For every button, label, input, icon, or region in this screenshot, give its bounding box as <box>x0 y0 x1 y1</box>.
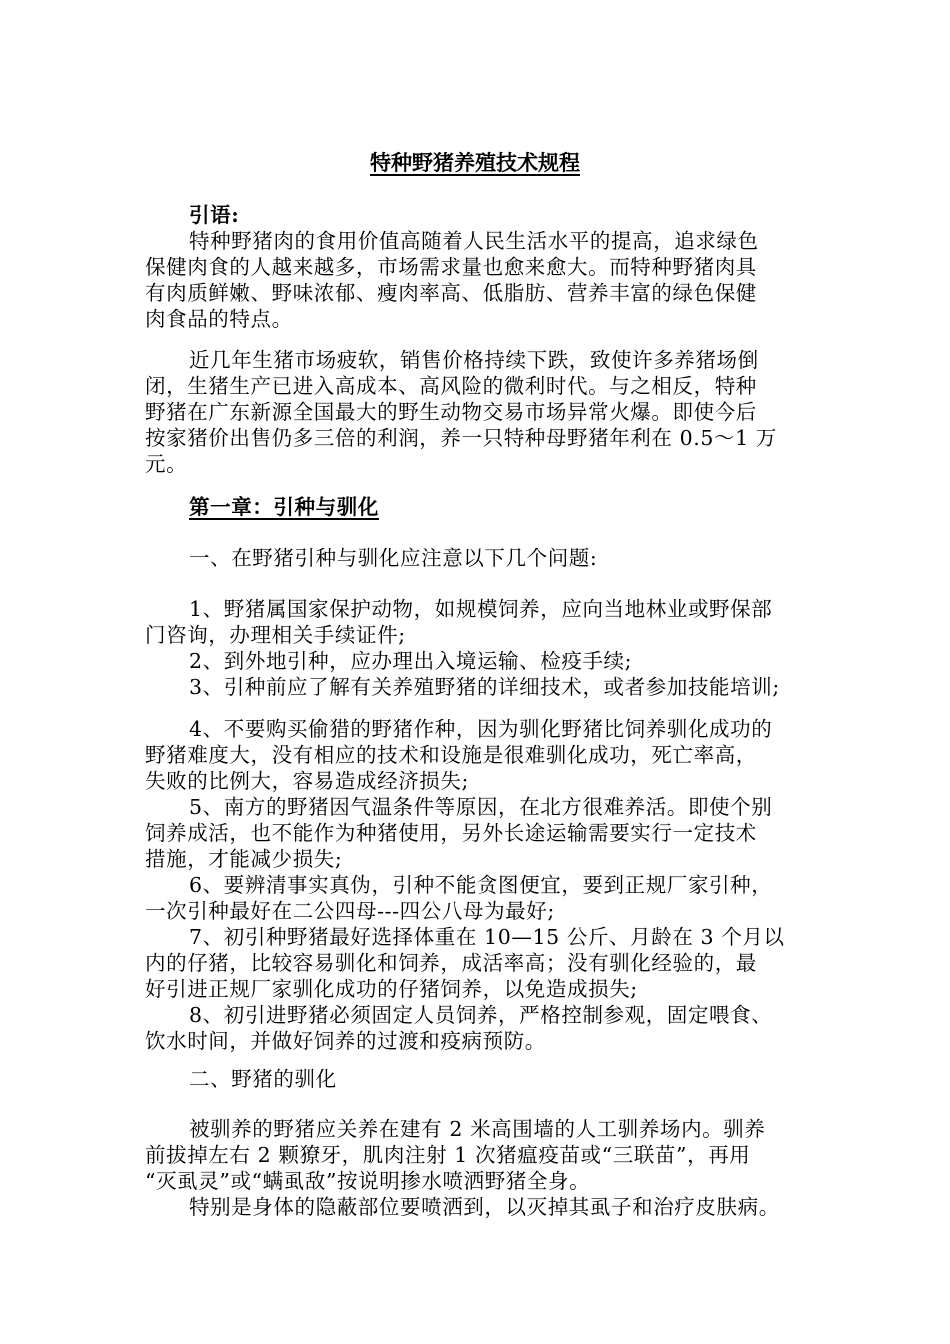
section-1-heading: 一、在野猪引种与驯化应注意以下几个问题: <box>189 546 598 570</box>
list-item-line: 好引进正规厂家驯化成功的仔猪饲养，以免造成损失; <box>145 977 638 1001</box>
list-item-line: 2、到外地引种，应办理出入境运输、检疫手续; <box>189 649 633 673</box>
paragraph-line: 闭，生猪生产已进入高成本、高风险的微利时代。与之相反，特种 <box>145 374 757 398</box>
list-item-line: 一次引种最好在二公四母---四公八母为最好; <box>145 899 555 923</box>
paragraph-line: 有肉质鲜嫩、野味浓郁、瘦肉率高、低脂肪、营养丰富的绿色保健 <box>145 281 757 305</box>
paragraph-line: 元。 <box>145 452 188 476</box>
paragraph-line: 野猪在广东新源全国最大的野生动物交易市场异常火爆。即使今后 <box>145 400 757 424</box>
list-item-line: 饮水时间，并做好饲养的过渡和疫病预防。 <box>145 1029 546 1053</box>
chapter-1-heading: 第一章：引种与驯化 <box>189 495 379 519</box>
paragraph-line: 前拔掉左右 2 颗獠牙，肌肉注射 1 次猪瘟疫苗或“三联苗”，再用 <box>145 1143 751 1167</box>
list-item-line: 措施，才能减少损失; <box>145 847 343 871</box>
section-2-heading-block <box>145 1066 825 1092</box>
list-item-line: 内的仔猪，比较容易驯化和饲养，成活率高；没有驯化经验的，最 <box>145 951 757 975</box>
document-title: 特种野猪养殖技术规程 <box>370 150 580 175</box>
paragraph-line: 特别是身体的隐蔽部位要喷洒到，以灭掉其虱子和治疗皮肤病。 <box>189 1195 780 1219</box>
section-2-body <box>145 1116 825 1220</box>
list-item-line: 7、初引种野猪最好选择体重在 10—15 公斤、月龄在 3 个月以 <box>189 925 785 949</box>
paragraph-line: 近几年生猪市场疲软，销售价格持续下跌，致使许多养猪场倒 <box>189 348 759 372</box>
intro-heading: 引语: <box>189 203 240 227</box>
list-item-line: 6、要辨清事实真伪，引种不能贪图便宜，要到正规厂家引种， <box>189 873 773 897</box>
list-item-line: 门咨询，办理相关手续证件; <box>145 623 406 647</box>
list-item-line: 3、引种前应了解有关养殖野猪的详细技术，或者参加技能培训; <box>189 675 780 699</box>
intro-paragraph-2 <box>145 347 825 477</box>
list-item-line: 失败的比例大，容易造成经济损失; <box>145 769 470 793</box>
section-1-heading-block <box>145 545 825 571</box>
list-item-line: 8、初引进野猪必须固定人员饲养，严格控制参观，固定喂食、 <box>189 1003 773 1027</box>
list-item-line: 饲养成活，也不能作为种猪使用，另外长途运输需要实行一定技术 <box>145 821 757 845</box>
intro-section <box>145 202 825 332</box>
section-2-heading: 二、野猪的驯化 <box>189 1067 337 1091</box>
list-item-line: 4、不要购买偷猎的野猪作种，因为驯化野猪比饲养驯化成功的 <box>189 717 773 741</box>
paragraph-line: 按家猪价出售仍多三倍的利润，养一只特种母野猪年利在 0.5～1 万 <box>145 426 777 450</box>
paragraph-line: 保健肉食的人越来越多，市场需求量也愈来愈大。而特种野猪肉具 <box>145 255 757 279</box>
paragraph-line: 肉食品的特点。 <box>145 307 293 331</box>
paragraph-line: 被驯养的野猪应关养在建有 2 米高围墙的人工驯养场内。驯养 <box>189 1117 766 1141</box>
list-item-line: 野猪难度大，没有相应的技术和设施是很难驯化成功，死亡率高， <box>145 743 757 767</box>
items-1-3 <box>145 596 825 700</box>
paragraph-line: 特种野猪肉的食用价值高随着人民生活水平的提高，追求绿色 <box>189 229 759 253</box>
items-4-8 <box>145 716 825 1054</box>
chapter-heading-block <box>145 494 825 520</box>
paragraph-line: “灭虱灵”或“螨虱敌”按说明掺水喷洒野猪全身。 <box>145 1169 591 1193</box>
list-item-line: 1、野猪属国家保护动物，如规模饲养，应向当地林业或野保部 <box>189 597 773 621</box>
list-item-line: 5、南方的野猪因气温条件等原因，在北方很难养活。即使个别 <box>189 795 773 819</box>
